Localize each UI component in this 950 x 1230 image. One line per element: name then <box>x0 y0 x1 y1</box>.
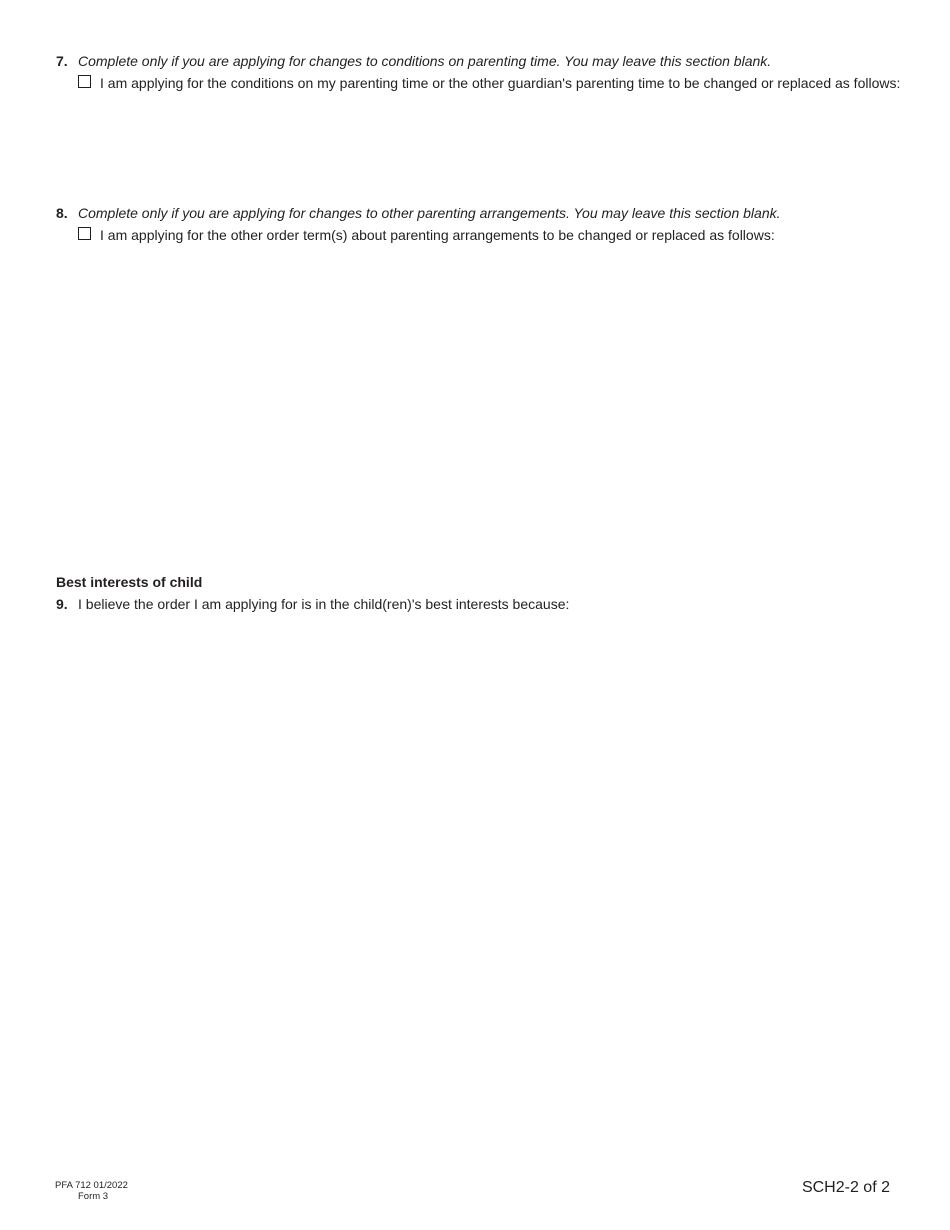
section-8-instruction: Complete only if you are applying for changes to other parenting arrangements. You may leave this section blank. <box>78 205 781 221</box>
footer-form-number: Form 3 <box>78 1191 109 1202</box>
section-7-checkbox[interactable] <box>78 75 91 88</box>
footer-form-code: PFA 712 01/2022 <box>55 1180 128 1191</box>
footer-page-number: SCH2-2 of 2 <box>801 1179 890 1196</box>
section-9-text: I believe the order I am applying for is in the child(ren)'s best interests because: <box>78 596 570 612</box>
section-8-number: 8. <box>56 205 68 221</box>
best-interests-heading: Best interests of child <box>56 574 203 590</box>
section-7-number: 7. <box>56 53 68 69</box>
section-7-instruction: Complete only if you are applying for changes to conditions on parenting time. You may leave this section blank. <box>78 53 772 69</box>
section-8-checkbox-label: I am applying for the other order term(s) about parenting arrangements to be changed or replaced as follows: <box>100 227 775 243</box>
section-9-number: 9. <box>56 596 68 612</box>
section-7-checkbox-label: I am applying for the conditions on my parenting time or the other guardian's parenting time to be changed or replaced as follows: <box>100 75 901 91</box>
section-8-checkbox[interactable] <box>78 227 91 240</box>
